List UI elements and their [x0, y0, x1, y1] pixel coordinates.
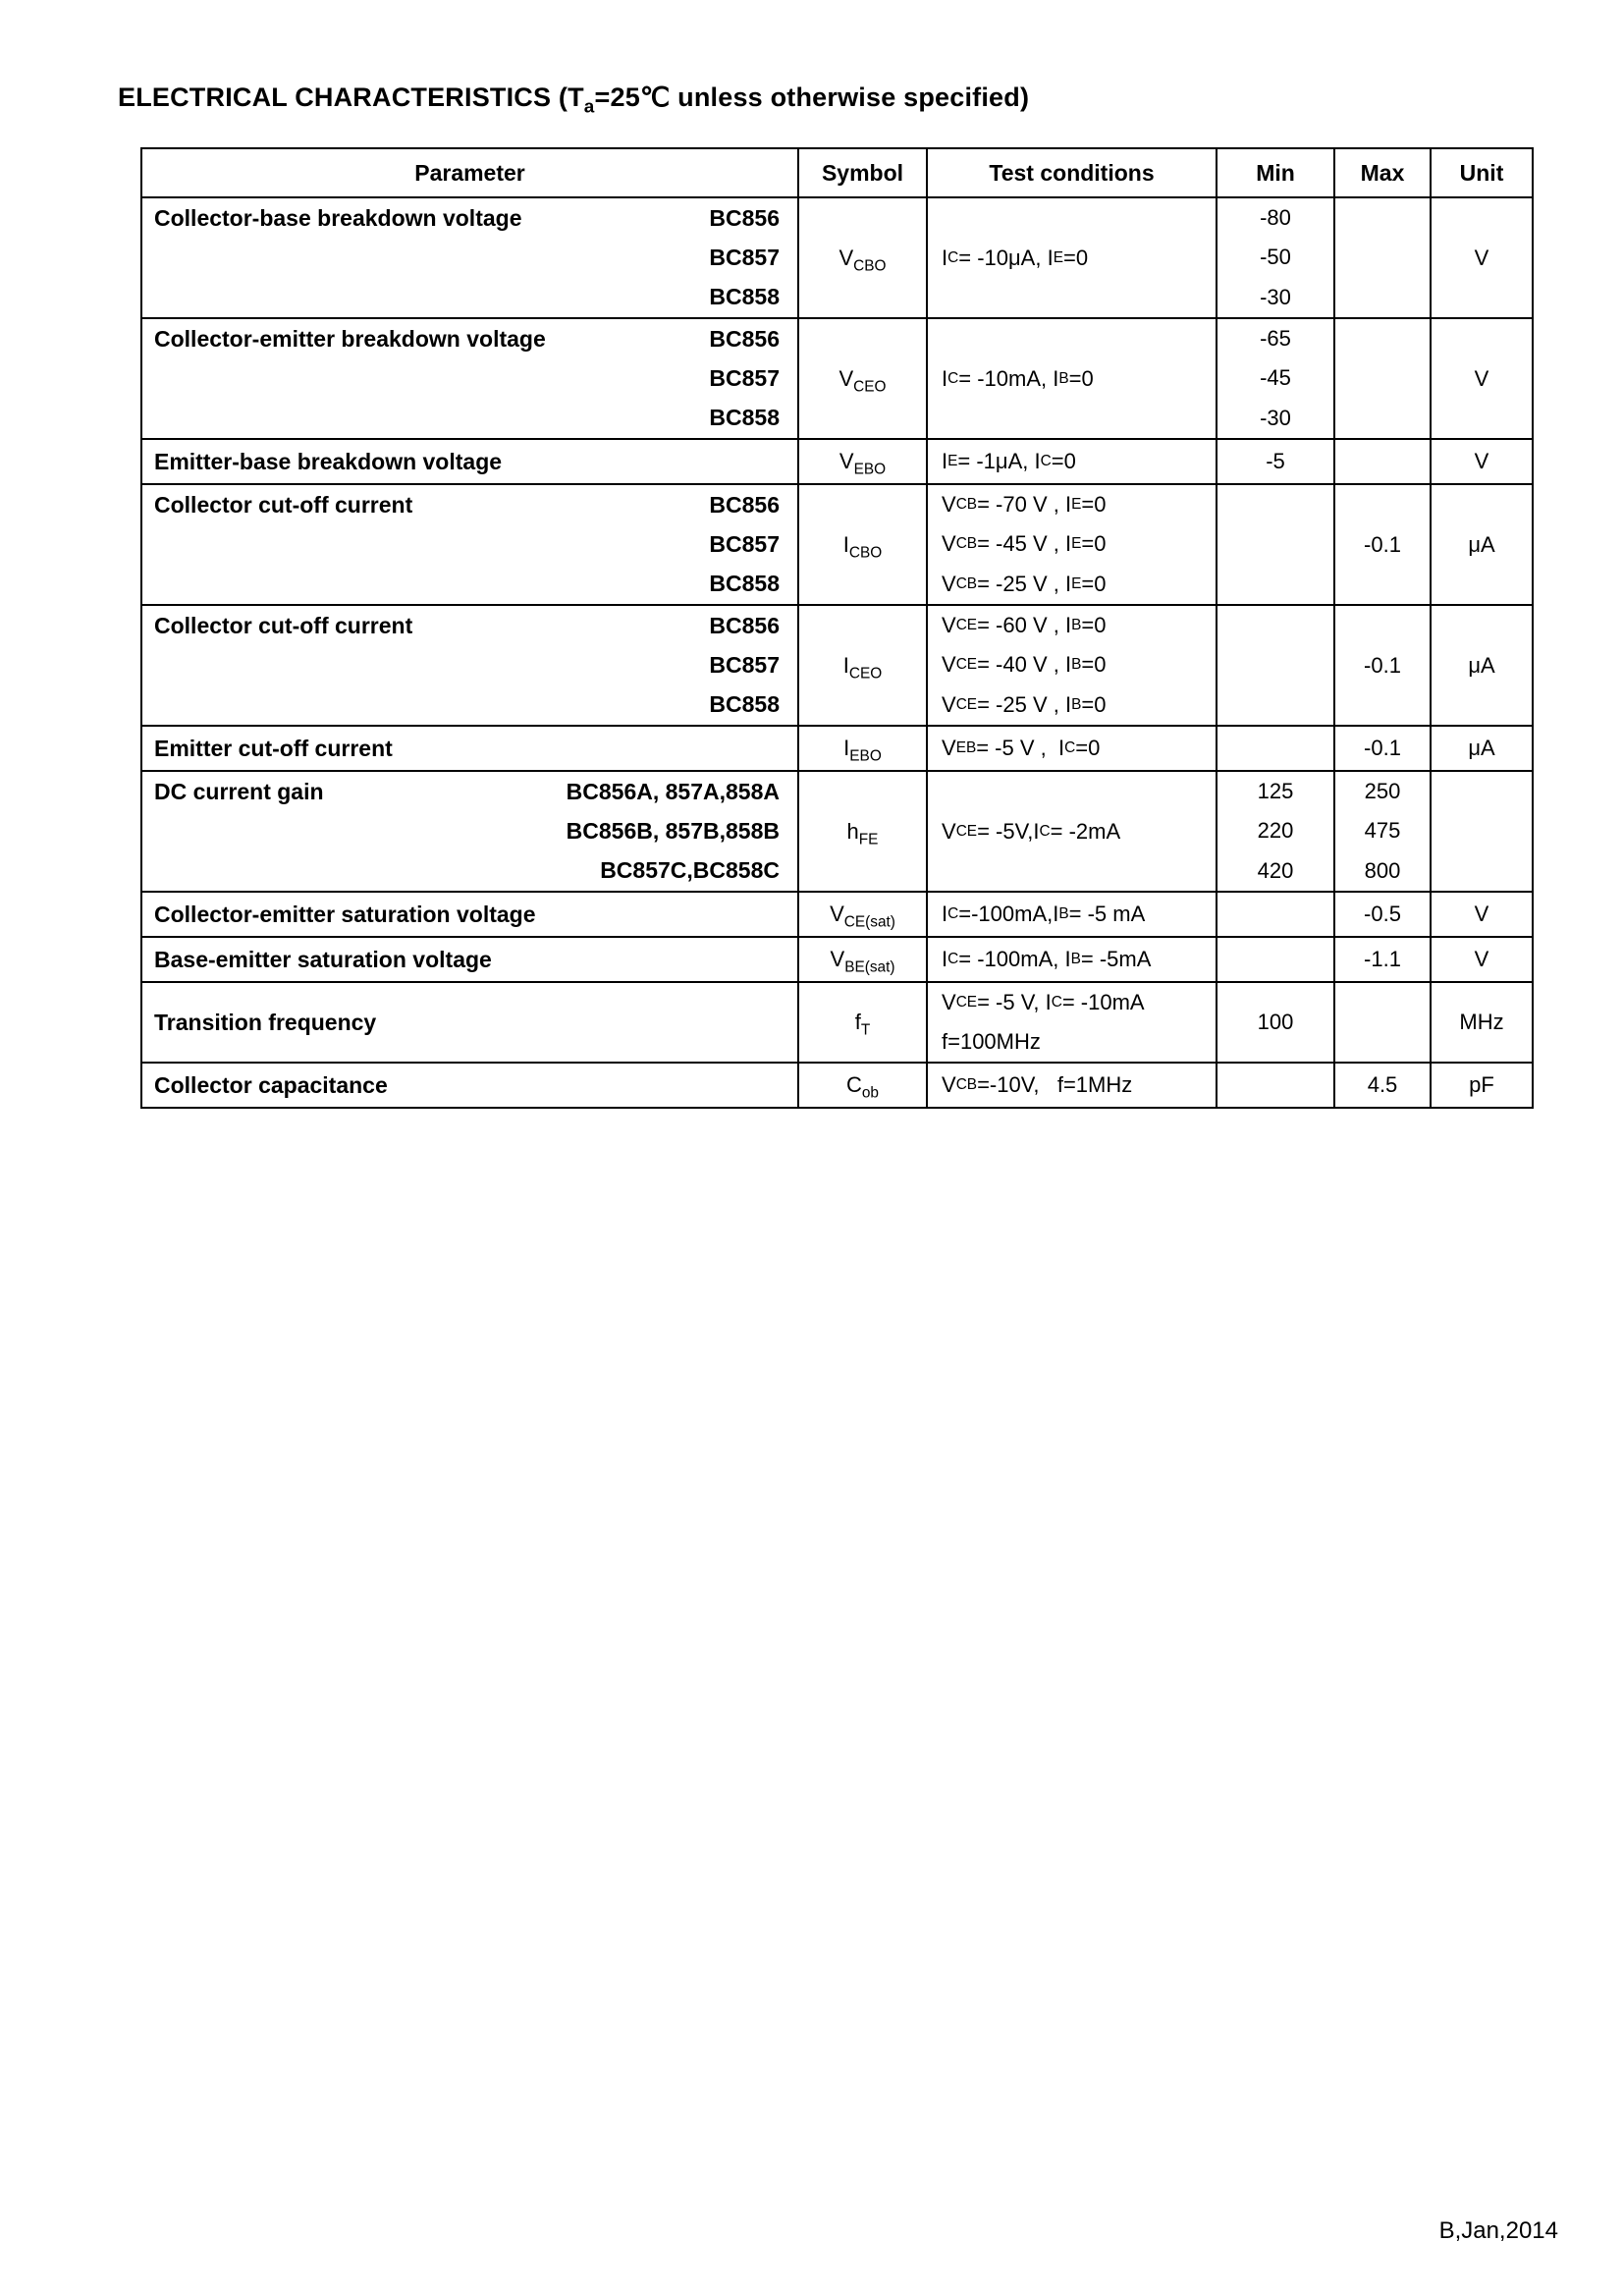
- device-name: BC857: [709, 530, 780, 557]
- table-body: [141, 197, 1533, 1108]
- test-conditions-cell: [927, 605, 1217, 726]
- unit-cell: [1431, 439, 1533, 484]
- device-name: BC856: [709, 325, 780, 352]
- unit-text: V: [1474, 902, 1489, 926]
- table-row: [141, 318, 1533, 439]
- parameter-cell: [141, 318, 798, 439]
- test-conditions-cell: [927, 771, 1217, 892]
- max-cell: [1334, 1063, 1431, 1108]
- max-value: 4.5: [1367, 1072, 1398, 1097]
- device-name: BC857: [709, 651, 780, 678]
- min-value: -65: [1260, 326, 1291, 352]
- revision-note: B,Jan,2014: [1438, 2217, 1558, 2244]
- unit-text: MHz: [1459, 1010, 1504, 1034]
- max-cell: [1334, 726, 1431, 771]
- parameter-cell: [141, 982, 798, 1063]
- min-value: 420: [1257, 857, 1294, 883]
- parameter-name: Emitter-base breakdown voltage: [154, 448, 503, 474]
- page-title: ELECTRICAL CHARACTERISTICS ($T_a=25℃$ unless otherwise specified): [118, 82, 1030, 118]
- symbol-text: $I_{EBO}$: [843, 736, 882, 765]
- column-header: Test conditions: [927, 148, 1217, 197]
- max-cell: [1334, 982, 1431, 1063]
- unit-text: V: [1474, 947, 1489, 971]
- min-value: -45: [1260, 365, 1291, 391]
- device-name: BC858: [709, 691, 780, 718]
- symbol-cell: [798, 982, 927, 1063]
- table-row: [141, 1063, 1533, 1108]
- test-conditions-cell: [927, 892, 1217, 937]
- min-cell: [1217, 892, 1334, 937]
- min-value: 220: [1257, 818, 1294, 844]
- min-value: -30: [1260, 284, 1291, 309]
- max-cell: [1334, 484, 1431, 605]
- symbol-cell: [798, 892, 927, 937]
- max-value: -0.5: [1364, 902, 1401, 926]
- column-header: Max: [1334, 148, 1431, 197]
- parameter-name: Collector-emitter breakdown voltage: [154, 325, 546, 352]
- symbol-text: $h_{FE}$: [846, 818, 879, 847]
- unit-cell: [1431, 892, 1533, 937]
- parameter-name: Collector cut-off current: [154, 491, 413, 518]
- unit-cell: [1431, 197, 1533, 318]
- device-name: BC858: [709, 284, 780, 310]
- unit-text: μA: [1468, 531, 1495, 557]
- max-cell: [1334, 771, 1431, 892]
- unit-cell: [1431, 771, 1533, 892]
- table-row: [141, 726, 1533, 771]
- max-value: 250: [1364, 779, 1401, 804]
- parameter-cell: [141, 605, 798, 726]
- parameter-cell: [141, 937, 798, 982]
- table-row: [141, 937, 1533, 982]
- min-cell: [1217, 197, 1334, 318]
- parameter-name: Emitter cut-off current: [154, 735, 393, 761]
- unit-cell: [1431, 982, 1533, 1063]
- test-conditions-cell: [927, 318, 1217, 439]
- table-row: [141, 771, 1533, 892]
- unit-text: μA: [1468, 652, 1495, 678]
- device-name: BC858: [709, 405, 780, 431]
- device-name: BC857C,BC858C: [600, 857, 780, 884]
- parameter-name: Transition frequency: [154, 1009, 377, 1035]
- min-cell: [1217, 982, 1334, 1063]
- device-name: BC856: [709, 612, 780, 638]
- min-cell: [1217, 318, 1334, 439]
- condition-line: I C = -10μA, I E =0: [942, 245, 1089, 270]
- symbol-text: $I_{CEO}$: [842, 652, 883, 682]
- unit-text: V: [1474, 245, 1489, 270]
- test-conditions-cell: [927, 937, 1217, 982]
- parameter-name: Collector capacitance: [154, 1071, 388, 1098]
- unit-text: pF: [1469, 1072, 1494, 1097]
- symbol-cell: [798, 197, 927, 318]
- symbol-cell: [798, 771, 927, 892]
- condition-line: V CE = -5V,I C = -2mA: [942, 818, 1121, 844]
- unit-cell: [1431, 1063, 1533, 1108]
- unit-cell: [1431, 937, 1533, 982]
- condition-line: V CE = -60 V , I B =0: [942, 613, 1107, 638]
- min-value: -50: [1260, 245, 1291, 270]
- symbol-text: $V_{CEO}$: [839, 365, 887, 395]
- table-row: [141, 197, 1533, 318]
- table-header: [141, 148, 1533, 197]
- unit-cell: [1431, 484, 1533, 605]
- parameter-name: Collector cut-off current: [154, 612, 413, 638]
- device-name: BC857: [709, 364, 780, 391]
- parameter-cell: [141, 771, 798, 892]
- device-name: BC856A, 857A,858A: [566, 778, 780, 804]
- parameter-name: Collector-emitter saturation voltage: [154, 901, 536, 927]
- device-name: BC856: [709, 491, 780, 518]
- max-cell: [1334, 318, 1431, 439]
- condition-line: V CE = -5 V, I C = -10mA: [942, 990, 1145, 1014]
- test-conditions-cell: [927, 197, 1217, 318]
- max-cell: [1334, 892, 1431, 937]
- symbol-cell: [798, 726, 927, 771]
- min-cell: [1217, 484, 1334, 605]
- max-cell: [1334, 197, 1431, 318]
- symbol-text: $V_{EBO}$: [839, 449, 887, 478]
- symbol-cell: [798, 439, 927, 484]
- table-row: [141, 982, 1533, 1063]
- symbol-cell: [798, 318, 927, 439]
- unit-cell: [1431, 726, 1533, 771]
- parameter-name: DC current gain: [154, 778, 324, 804]
- min-cell: [1217, 771, 1334, 892]
- parameter-cell: [141, 439, 798, 484]
- parameter-name: Base-emitter saturation voltage: [154, 946, 492, 972]
- min-cell: [1217, 1063, 1334, 1108]
- unit-text: V: [1474, 449, 1489, 473]
- max-value: -0.1: [1364, 652, 1401, 678]
- test-conditions-cell: [927, 1063, 1217, 1108]
- table-row: [141, 605, 1533, 726]
- parameter-name: Collector-base breakdown voltage: [154, 204, 522, 231]
- max-value: 475: [1364, 818, 1401, 844]
- test-conditions-cell: [927, 484, 1217, 605]
- column-header: Symbol: [798, 148, 927, 197]
- max-value: -0.1: [1364, 531, 1401, 557]
- column-header: Min: [1217, 148, 1334, 197]
- min-cell: [1217, 605, 1334, 726]
- electrical-characteristics-table: [140, 147, 1534, 1109]
- test-conditions-cell: [927, 982, 1217, 1063]
- max-cell: [1334, 439, 1431, 484]
- min-cell: [1217, 439, 1334, 484]
- min-value: -80: [1260, 205, 1291, 231]
- symbol-text: $C_{ob}$: [845, 1072, 879, 1102]
- condition-line: V CB = -70 V , I E =0: [942, 492, 1107, 518]
- max-cell: [1334, 605, 1431, 726]
- min-cell: [1217, 726, 1334, 771]
- condition-line: V EB = -5 V , I C =0: [942, 736, 1101, 760]
- max-value: -1.1: [1364, 947, 1401, 971]
- unit-cell: [1431, 605, 1533, 726]
- parameter-cell: [141, 892, 798, 937]
- table-row: [141, 439, 1533, 484]
- unit-cell: [1431, 318, 1533, 439]
- symbol-text: $V_{CBO}$: [839, 245, 887, 274]
- test-conditions-cell: [927, 439, 1217, 484]
- min-value: -30: [1260, 405, 1291, 430]
- condition-line: I E = -1μA, I C =0: [942, 449, 1076, 473]
- parameter-cell: [141, 484, 798, 605]
- column-header: Parameter: [141, 148, 798, 197]
- device-name: BC856B, 857B,858B: [566, 817, 780, 844]
- min-value: -5: [1266, 449, 1285, 473]
- symbol-cell: [798, 484, 927, 605]
- condition-line: I C =-100mA,I B = -5 mA: [942, 902, 1146, 926]
- max-cell: [1334, 937, 1431, 982]
- unit-text: μA: [1468, 736, 1495, 760]
- condition-line: V CE = -25 V , I B =0: [942, 691, 1107, 717]
- parameter-cell: [141, 1063, 798, 1108]
- min-value: 100: [1257, 1010, 1294, 1034]
- symbol-text: $V_{BE(sat)}$: [830, 947, 895, 976]
- unit-text: V: [1474, 365, 1489, 391]
- symbol-cell: [798, 605, 927, 726]
- table-header-row: [141, 148, 1533, 197]
- condition-line: V CB =-10V, f=1MHz: [942, 1072, 1133, 1097]
- test-conditions-cell: [927, 726, 1217, 771]
- condition-line: I C = -100mA, I B = -5mA: [942, 947, 1152, 971]
- parameter-cell: [141, 197, 798, 318]
- condition-line: V CE = -40 V , I B =0: [942, 652, 1107, 678]
- symbol-text: $I_{CBO}$: [842, 531, 883, 561]
- min-cell: [1217, 937, 1334, 982]
- max-value: -0.1: [1364, 736, 1401, 760]
- table-row: [141, 484, 1533, 605]
- max-value: 800: [1364, 857, 1401, 883]
- condition-line: V CB = -45 V , I E =0: [942, 531, 1107, 557]
- symbol-cell: [798, 1063, 927, 1108]
- condition-line: f=100MHz: [942, 1029, 1041, 1054]
- condition-line: I C = -10mA, I B =0: [942, 365, 1094, 391]
- condition-line: V CB = -25 V , I E =0: [942, 571, 1107, 596]
- device-name: BC858: [709, 571, 780, 597]
- symbol-text: $V_{CE(sat)}$: [830, 902, 895, 931]
- table-row: [141, 892, 1533, 937]
- min-value: 125: [1257, 779, 1294, 804]
- device-name: BC857: [709, 244, 780, 270]
- parameter-cell: [141, 726, 798, 771]
- symbol-text: $f_T$: [854, 1010, 871, 1039]
- symbol-cell: [798, 937, 927, 982]
- device-name: BC856: [709, 204, 780, 231]
- column-header: Unit: [1431, 148, 1533, 197]
